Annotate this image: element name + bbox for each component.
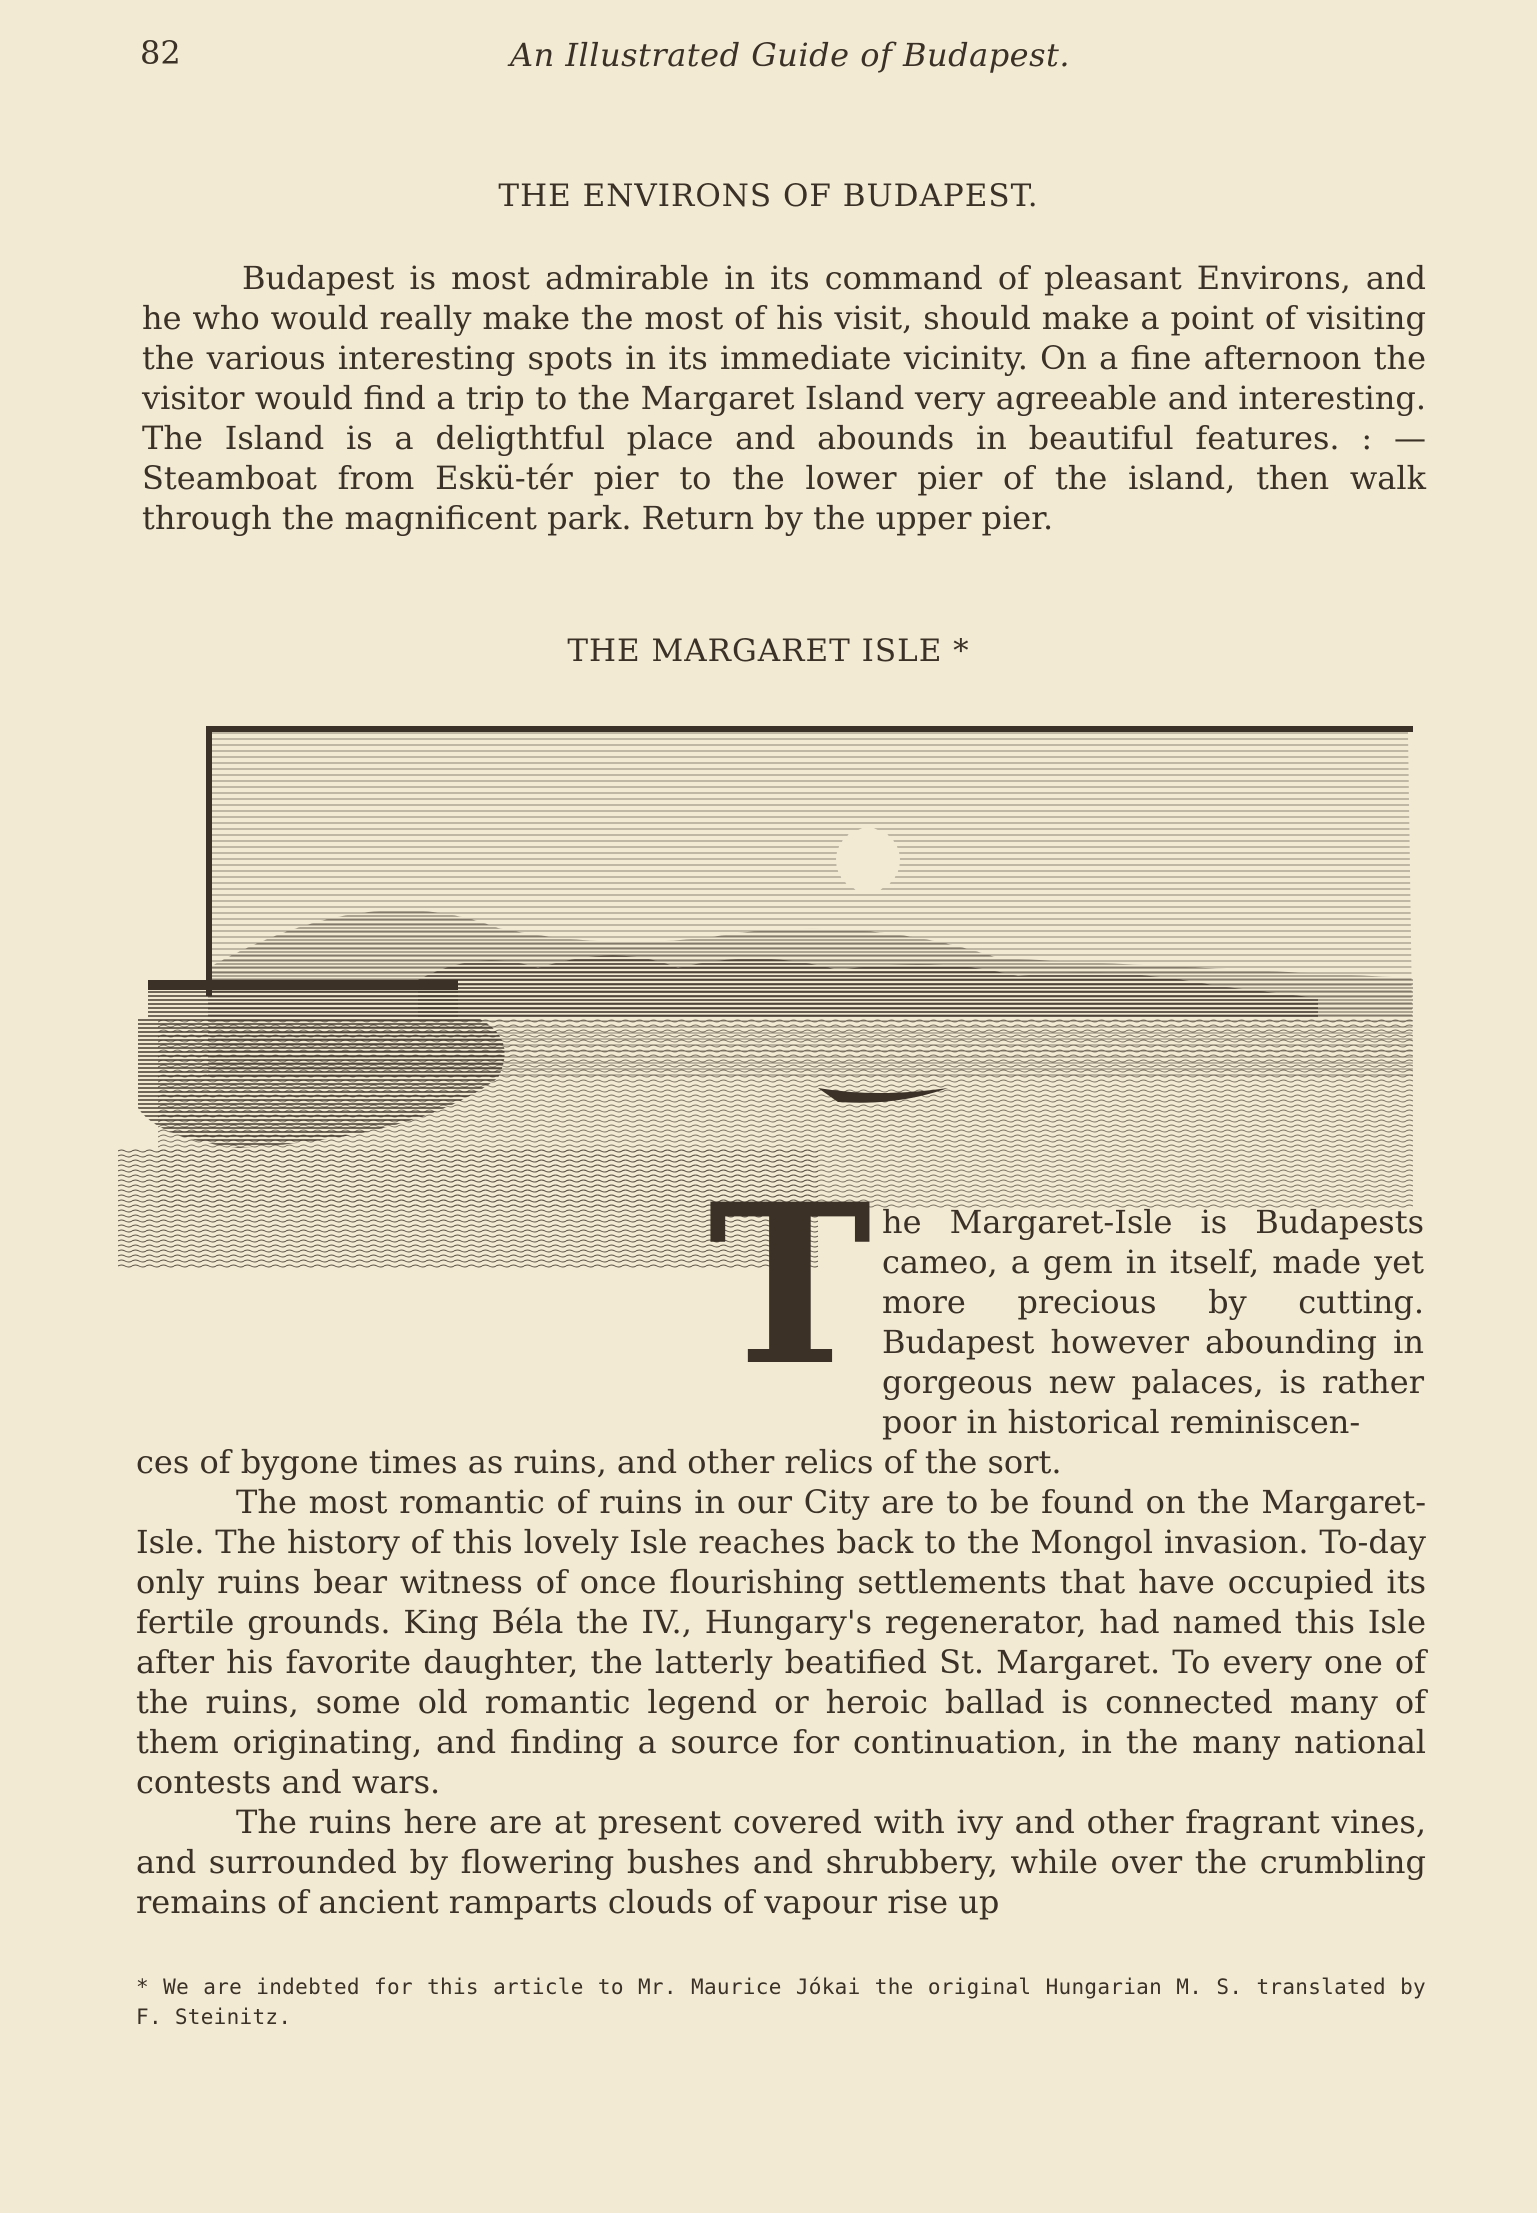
paragraph2: The most romantic of ruins in our City are to be found on the Margaret-Isle. The history of this lovely Isle reaches back to the Mongol invasion. To-day only ruins bear witness of once flourishing settlements that have occupied its fertile grounds. King Béla the IV., Hungary's regenerator, had named this Isle after his favorite daughter, the latterly beatified St. Margaret. To every one of the ruins, some old romantic legend or heroic ballad is connected many of them originating, and finding a source for continuation, in the many national contests and wars. [136,1483,1426,1801]
margaret-isle-body [136,1442,1426,1922]
section-heading-environs: THE ENVIRONS OF BUDAPEST. [498,178,1039,214]
lead-text: he Margaret-Isle is Budapests cameo, a gem in itself, made yet more precious by cutting. Budapest however abounding in gorgeous new palaces, is rather poor in historical reminiscen- [882,1203,1424,1441]
paragraph3: The ruins here are at present covered with ivy and other fragrant vines, and surrounded by flowering bushes and shrubbery, while over the crumbling remains of ancient ramparts clouds of vapour rise up [136,1803,1426,1921]
illustration-frame-top [208,726,1413,732]
running-title: An Illustrated Guide of Budapest. [510,36,1071,74]
margaret-isle-lead [882,1202,1424,1442]
running-head [140,34,1430,84]
drop-cap-letter: T [708,1155,872,1414]
page-number: 82 [140,34,181,72]
illustration-frame-left [206,726,212,996]
paragraph1-rest: ces of bygone times as ruins, and other relics of the sort. [136,1443,1062,1481]
footnote [136,1972,1426,2032]
moon [836,828,900,892]
footnote-text: * We are indebted for this article to Mr. Maurice Jókai the original Hungarian M. S. translated by F. Steinitz. [136,1975,1426,2029]
environs-text: Budapest is most admirable in its command of pleasant Environs, and he who would really make the most of his visit, should make a point of visiting the various interesting spots in its immediate vicinity. On a fine afternoon the visitor would find a trip to the Margaret Island very agreeable and interesting. The Island is a deligthtful place and abounds in beautiful features. : — Steamboat from Eskü-tér pier to the lower pier of the island, then walk through the magnificent park. Return by the upper pier. [142,259,1426,537]
environs-paragraph [142,258,1426,538]
drop-cap [700,1155,872,1414]
section-heading-margaret-isle: THE MARGARET ISLE * [567,633,970,669]
